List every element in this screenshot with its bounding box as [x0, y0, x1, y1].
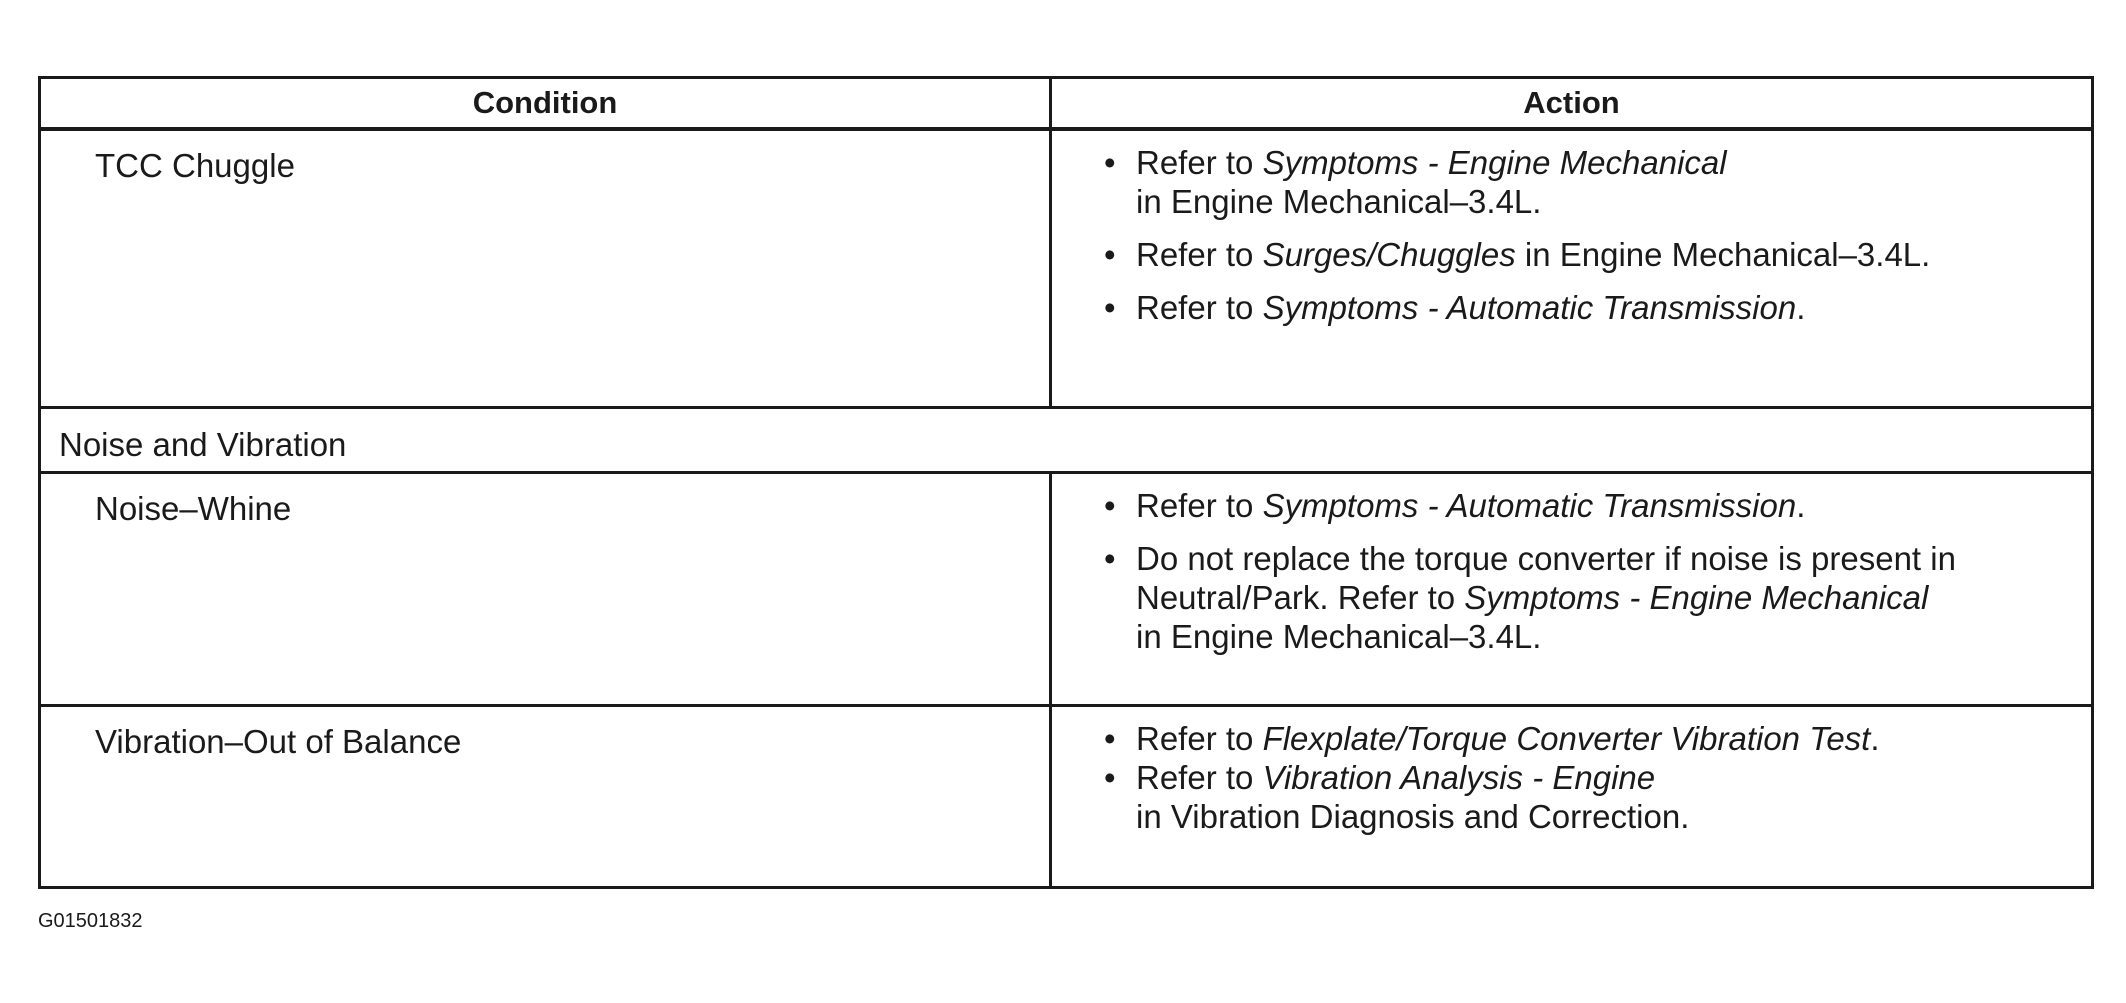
action-text: Do not replace the torque converter if noise is present in Neutral/Park. Refer to	[1136, 540, 1956, 617]
action-cell	[1051, 473, 2093, 706]
action-text: in Engine Mechanical–3.4L.	[1136, 182, 1542, 220]
reference-title: Symptoms - Engine Mechanical	[1262, 143, 1727, 181]
action-text: Refer to	[1136, 759, 1263, 797]
reference-title: Surges/Chuggles	[1262, 235, 1516, 273]
action-item	[1104, 758, 2083, 836]
action-item	[1104, 486, 2083, 525]
action-item	[1104, 235, 2083, 274]
reference-title: Symptoms - Automatic Transmission	[1262, 288, 1797, 326]
action-item	[1104, 719, 2083, 758]
action-text: in Engine Mechanical–3.4L.	[1136, 618, 1542, 656]
group-row	[40, 408, 2093, 473]
action-item	[1104, 539, 2083, 656]
table-row	[40, 129, 2093, 408]
action-text: in Vibration Diagnosis and Correction.	[1136, 798, 1690, 836]
reference-title: Symptoms - Automatic Transmission	[1262, 487, 1797, 525]
action-list	[1104, 143, 2083, 327]
condition-cell: Noise–Whine	[40, 473, 1051, 706]
bullet-mark: •	[1104, 759, 1116, 797]
action-list	[1104, 719, 2083, 836]
action-item	[1104, 143, 2083, 221]
bullet-mark: •	[1104, 288, 1116, 326]
action-text: in Engine Mechanical–3.4L.	[1515, 235, 1931, 273]
bullet-mark: •	[1104, 143, 1116, 181]
action-text: Refer to	[1136, 487, 1263, 525]
table-row	[40, 473, 2093, 706]
table-row	[40, 706, 2093, 888]
action-text: .	[1796, 487, 1806, 525]
action-text: Refer to	[1136, 235, 1263, 273]
condition-cell: Vibration–Out of Balance	[40, 706, 1051, 888]
action-cell	[1051, 706, 2093, 888]
action-item	[1104, 288, 2083, 327]
table-header-row	[40, 78, 2093, 129]
group-heading: Noise and Vibration	[40, 408, 2093, 473]
action-text: Refer to	[1136, 288, 1263, 326]
reference-title: Vibration Analysis - Engine	[1262, 759, 1656, 797]
bullet-mark: •	[1104, 720, 1116, 758]
action-cell	[1051, 129, 2093, 408]
action-text: Refer to	[1136, 143, 1263, 181]
action-text: .	[1796, 288, 1806, 326]
condition-header: Condition	[40, 78, 1051, 129]
diagnosis-table	[38, 76, 2094, 889]
reference-title: Flexplate/Torque Converter Vibration Test	[1262, 720, 1871, 758]
action-text: .	[1870, 720, 1880, 758]
figure-id: G01501832	[38, 910, 143, 932]
bullet-mark: •	[1104, 540, 1116, 578]
action-text: Refer to	[1136, 720, 1263, 758]
action-header: Action	[1051, 78, 2093, 129]
reference-title: Symptoms - Engine Mechanical	[1464, 579, 1929, 617]
bullet-mark: •	[1104, 487, 1116, 525]
bullet-mark: •	[1104, 235, 1116, 273]
action-list	[1104, 486, 2083, 656]
condition-cell: TCC Chuggle	[40, 129, 1051, 408]
